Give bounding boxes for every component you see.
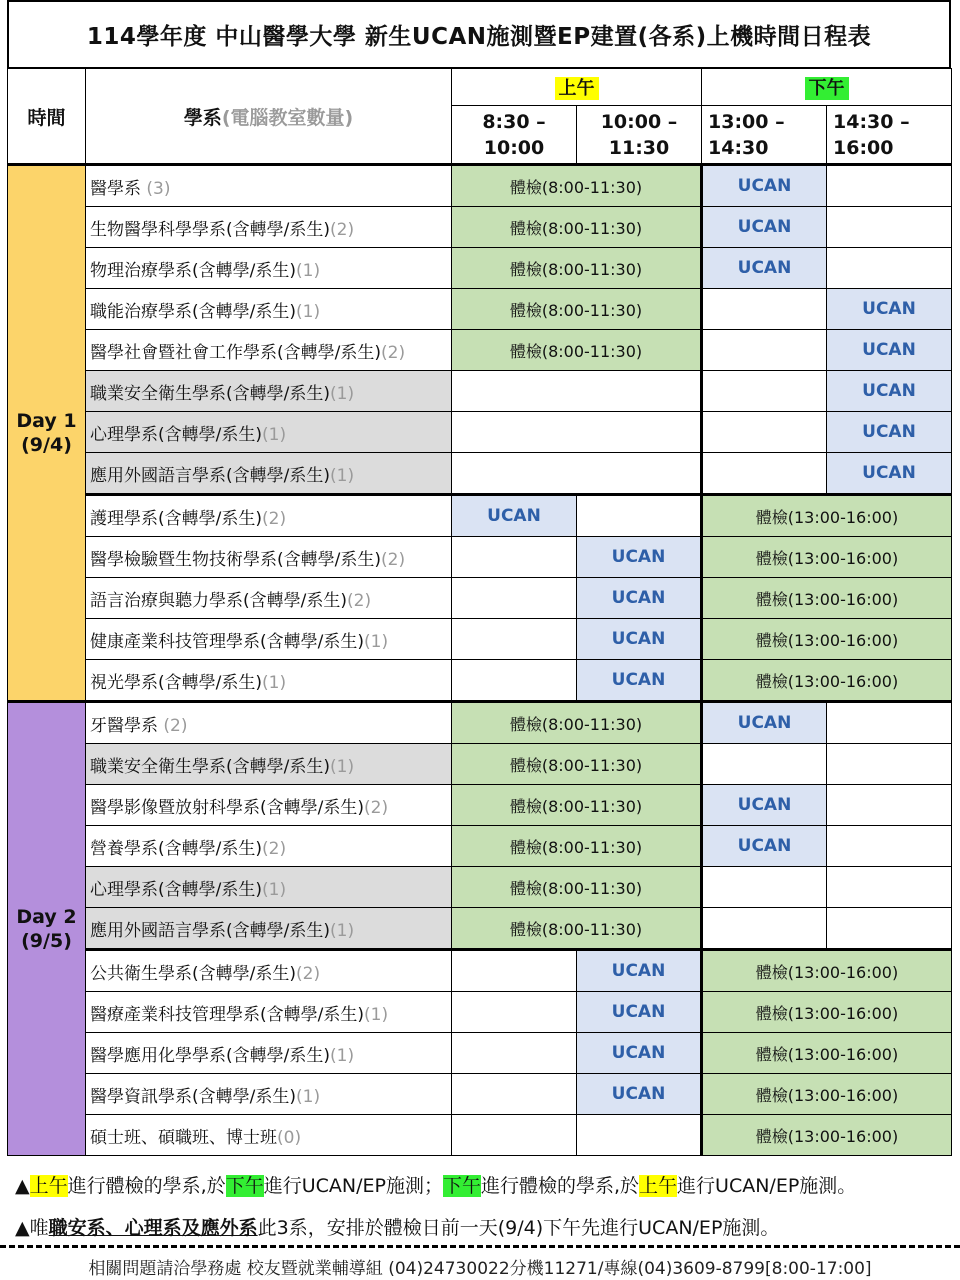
- exam-cell: 體檢(8:00-11:30): [452, 330, 702, 371]
- note-am: 上午: [639, 1175, 678, 1197]
- slot-header: 8:30 – 10:00: [452, 106, 577, 165]
- exam-cell: 體檢(8:00-11:30): [452, 785, 702, 826]
- table-row: [8, 207, 952, 248]
- empty-cell: [702, 371, 827, 412]
- note-text: 進行UCAN/EP施測；: [263, 1175, 443, 1197]
- empty-cell: [827, 165, 952, 207]
- ucan-cell: UCAN: [577, 537, 702, 578]
- empty-cell: [827, 702, 952, 744]
- room-count: (2): [381, 549, 406, 570]
- table-row: [8, 660, 952, 702]
- ucan-cell: UCAN: [577, 1074, 702, 1115]
- note-1: [15, 1172, 955, 1200]
- exam-cell: 體檢(8:00-11:30): [452, 826, 702, 867]
- table-row: [8, 165, 952, 207]
- day-label: Day 2 (9/5): [8, 702, 86, 1156]
- empty-cell: [452, 453, 702, 495]
- table-row: [8, 702, 952, 744]
- dept-name: 職業安全衛生學系(含轉學/系生): [90, 383, 330, 404]
- table-row: [8, 992, 952, 1033]
- room-count: (1): [296, 301, 321, 322]
- header-dept-sub: (電腦教室數量): [221, 106, 354, 129]
- room-count: (2): [364, 797, 389, 818]
- table-row: [8, 248, 952, 289]
- dept-cell: [86, 992, 452, 1033]
- dept-cell: [86, 412, 452, 453]
- ucan-cell: UCAN: [577, 1033, 702, 1074]
- dept-cell: [86, 371, 452, 412]
- ucan-cell: UCAN: [702, 826, 827, 867]
- table-row: [8, 412, 952, 453]
- exam-cell: 體檢(8:00-11:30): [452, 207, 702, 248]
- empty-cell: [452, 1033, 577, 1074]
- room-count: (3): [146, 178, 171, 199]
- empty-cell: [452, 1074, 577, 1115]
- dept-name: 健康產業科技管理學系(含轉學/系生): [90, 631, 364, 652]
- dept-cell: [86, 1033, 452, 1074]
- empty-cell: [452, 1115, 577, 1156]
- empty-cell: [702, 908, 827, 950]
- dept-cell: [86, 453, 452, 495]
- schedule-table: [7, 68, 952, 1156]
- exam-cell: 體檢(13:00-16:00): [702, 1033, 952, 1074]
- ucan-cell: UCAN: [452, 495, 577, 537]
- exam-cell: 體檢(8:00-11:30): [452, 165, 702, 207]
- note-text: 進行體檢的學系,於: [480, 1175, 640, 1197]
- table-row: [8, 578, 952, 619]
- table-row: [8, 867, 952, 908]
- exam-cell: 體檢(13:00-16:00): [702, 578, 952, 619]
- header-dept: [86, 69, 452, 165]
- empty-cell: [702, 453, 827, 495]
- empty-cell: [702, 412, 827, 453]
- dept-cell: [86, 578, 452, 619]
- ucan-cell: UCAN: [577, 950, 702, 992]
- dept-name: 生物醫學科學學系(含轉學/系生): [90, 219, 330, 240]
- table-row: [8, 537, 952, 578]
- day-label: Day 1 (9/4): [8, 165, 86, 702]
- dept-name: 牙醫學系: [90, 715, 164, 736]
- triangle-icon: ▲: [15, 1175, 30, 1197]
- dept-name: 醫學資訊學系(含轉學/系生): [90, 1086, 296, 1107]
- dept-name: 營養學系(含轉學/系生): [90, 838, 262, 859]
- note-text: 進行體檢的學系,於: [67, 1175, 226, 1197]
- empty-cell: [827, 744, 952, 785]
- dept-name: 應用外國語言學系(含轉學/系生): [90, 465, 330, 486]
- dept-name: 醫療產業科技管理學系(含轉學/系生): [90, 1004, 364, 1025]
- empty-cell: [452, 412, 702, 453]
- table-row: [8, 908, 952, 950]
- note-text: 進行UCAN/EP施測。: [677, 1175, 857, 1197]
- room-count: (1): [364, 631, 389, 652]
- am-label: 上午: [555, 77, 599, 100]
- header-am: [452, 69, 702, 106]
- contact-footer: 相關問題請洽學務處 校友暨就業輔導組 (04)24730022分機11271/專線(04)3609-8799[8:00-17:00]: [88, 1259, 872, 1279]
- room-count: (1): [330, 756, 355, 777]
- table-row: [8, 785, 952, 826]
- note-pm: 下午: [225, 1175, 264, 1197]
- table-row: [8, 371, 952, 412]
- note-text: 唯: [29, 1217, 49, 1239]
- empty-cell: [452, 992, 577, 1033]
- table-row: [8, 289, 952, 330]
- exam-cell: 體檢(8:00-11:30): [452, 702, 702, 744]
- slot-header: 14:30 – 16:00: [827, 106, 952, 165]
- empty-cell: [702, 330, 827, 371]
- room-count: (1): [330, 465, 355, 486]
- dept-name: 醫學社會暨社會工作學系(含轉學/系生): [90, 342, 381, 363]
- room-count: (1): [364, 1004, 389, 1025]
- dept-name: 應用外國語言學系(含轉學/系生): [90, 920, 330, 941]
- room-count: (2): [347, 590, 372, 611]
- exam-cell: 體檢(8:00-11:30): [452, 867, 702, 908]
- dept-name: 醫學應用化學學系(含轉學/系生): [90, 1045, 330, 1066]
- exam-cell: 體檢(13:00-16:00): [702, 537, 952, 578]
- exam-cell: 體檢(13:00-16:00): [702, 619, 952, 660]
- dept-cell: [86, 660, 452, 702]
- dept-name: 醫學檢驗暨生物技術學系(含轉學/系生): [90, 549, 381, 570]
- exam-cell: 體檢(8:00-11:30): [452, 289, 702, 330]
- table-row: [8, 619, 952, 660]
- ucan-cell: UCAN: [702, 207, 827, 248]
- dept-name: 物理治療學系(含轉學/系生): [90, 260, 296, 281]
- empty-cell: [452, 537, 577, 578]
- dept-cell: [86, 537, 452, 578]
- dept-cell: [86, 289, 452, 330]
- dept-cell: [86, 619, 452, 660]
- dept-name: 職能治療學系(含轉學/系生): [90, 301, 296, 322]
- slot-header: 13:00 – 14:30: [702, 106, 827, 165]
- dept-name: 公共衛生學系(含轉學/系生): [90, 963, 296, 984]
- table-row: [8, 826, 952, 867]
- empty-cell: [827, 826, 952, 867]
- note-pm: 下午: [442, 1175, 481, 1197]
- dept-cell: [86, 702, 452, 744]
- table-row: [8, 495, 952, 537]
- header-dept-label: 學系: [183, 106, 222, 129]
- room-count: (2): [262, 508, 287, 529]
- exam-cell: 體檢(13:00-16:00): [702, 950, 952, 992]
- ucan-cell: UCAN: [702, 248, 827, 289]
- exam-cell: 體檢(13:00-16:00): [702, 1074, 952, 1115]
- room-count: (1): [262, 424, 287, 445]
- table-row: [8, 1033, 952, 1074]
- room-count: (1): [330, 920, 355, 941]
- dept-name: 碩士班、碩職班、博士班: [90, 1127, 277, 1148]
- empty-cell: [827, 207, 952, 248]
- dept-cell: [86, 826, 452, 867]
- room-count: (2): [381, 342, 406, 363]
- empty-cell: [452, 619, 577, 660]
- room-count: (1): [296, 260, 321, 281]
- dept-cell: [86, 248, 452, 289]
- empty-cell: [452, 950, 577, 992]
- empty-cell: [452, 660, 577, 702]
- dept-cell: [86, 330, 452, 371]
- exam-cell: 體檢(8:00-11:30): [452, 744, 702, 785]
- dept-cell: [86, 950, 452, 992]
- ucan-cell: UCAN: [702, 702, 827, 744]
- empty-cell: [702, 867, 827, 908]
- ucan-cell: UCAN: [702, 165, 827, 207]
- dept-name: 心理學系(含轉學/系生): [90, 879, 262, 900]
- pm-label: 下午: [805, 77, 849, 100]
- empty-cell: [452, 371, 702, 412]
- dept-cell: [86, 867, 452, 908]
- room-count: (2): [262, 838, 287, 859]
- dept-name: 語言治療與聽力學系(含轉學/系生): [90, 590, 347, 611]
- note-2: [15, 1214, 955, 1242]
- table-row: [8, 1115, 952, 1156]
- note-emphasis: 職安系、心理系及應外系: [48, 1217, 258, 1239]
- room-count: (2): [296, 963, 321, 984]
- empty-cell: [702, 744, 827, 785]
- room-count: (0): [277, 1127, 302, 1148]
- empty-cell: [827, 785, 952, 826]
- room-count: (1): [330, 383, 355, 404]
- dept-name: 職業安全衛生學系(含轉學/系生): [90, 756, 330, 777]
- empty-cell: [452, 578, 577, 619]
- empty-cell: [827, 248, 952, 289]
- dept-name: 醫學系: [90, 178, 147, 199]
- table-row: [8, 453, 952, 495]
- room-count: (2): [163, 715, 188, 736]
- ucan-cell: UCAN: [577, 578, 702, 619]
- ucan-cell: UCAN: [827, 412, 952, 453]
- exam-cell: 體檢(8:00-11:30): [452, 908, 702, 950]
- ucan-cell: UCAN: [577, 992, 702, 1033]
- page-title: 114學年度 中山醫學大學 新生UCAN施測暨EP建置(各系)上機時間日程表: [7, 0, 951, 69]
- exam-cell: 體檢(13:00-16:00): [702, 1115, 952, 1156]
- ucan-cell: UCAN: [577, 660, 702, 702]
- empty-cell: [827, 908, 952, 950]
- room-count: (1): [262, 672, 287, 693]
- dept-cell: [86, 785, 452, 826]
- dept-name: 視光學系(含轉學/系生): [90, 672, 262, 693]
- exam-cell: 體檢(13:00-16:00): [702, 992, 952, 1033]
- table-row: [8, 330, 952, 371]
- dept-name: 護理學系(含轉學/系生): [90, 508, 262, 529]
- table-row: [8, 1074, 952, 1115]
- exam-cell: 體檢(8:00-11:30): [452, 248, 702, 289]
- note-text: 此3系，安排於體檢日前一天(9/4)下午先進行UCAN/EP施測。: [257, 1217, 780, 1239]
- table-row: [8, 744, 952, 785]
- empty-cell: [577, 495, 702, 537]
- dept-name: 心理學系(含轉學/系生): [90, 424, 262, 445]
- notes: [15, 1172, 955, 1256]
- dept-cell: [86, 1115, 452, 1156]
- empty-cell: [702, 289, 827, 330]
- exam-cell: 體檢(13:00-16:00): [702, 660, 952, 702]
- dept-cell: [86, 744, 452, 785]
- empty-cell: [577, 1115, 702, 1156]
- dept-name: 醫學影像暨放射科學系(含轉學/系生): [90, 797, 364, 818]
- dept-cell: [86, 1074, 452, 1115]
- room-count: (1): [330, 1045, 355, 1066]
- dashed-divider: [0, 1245, 960, 1248]
- room-count: (2): [330, 219, 355, 240]
- table-row: [8, 950, 952, 992]
- ucan-cell: UCAN: [827, 453, 952, 495]
- exam-cell: 體檢(13:00-16:00): [702, 495, 952, 537]
- note-am: 上午: [29, 1175, 68, 1197]
- dept-cell: [86, 495, 452, 537]
- dept-cell: [86, 908, 452, 950]
- room-count: (1): [262, 879, 287, 900]
- ucan-cell: UCAN: [827, 371, 952, 412]
- ucan-cell: UCAN: [827, 289, 952, 330]
- ucan-cell: UCAN: [577, 619, 702, 660]
- dept-cell: [86, 165, 452, 207]
- slot-header: 10:00 – 11:30: [577, 106, 702, 165]
- empty-cell: [827, 867, 952, 908]
- header-pm: [702, 69, 952, 106]
- room-count: (1): [296, 1086, 321, 1107]
- ucan-cell: UCAN: [827, 330, 952, 371]
- header-time: 時間: [8, 69, 86, 165]
- triangle-icon: ▲: [15, 1217, 30, 1239]
- dept-cell: [86, 207, 452, 248]
- ucan-cell: UCAN: [702, 785, 827, 826]
